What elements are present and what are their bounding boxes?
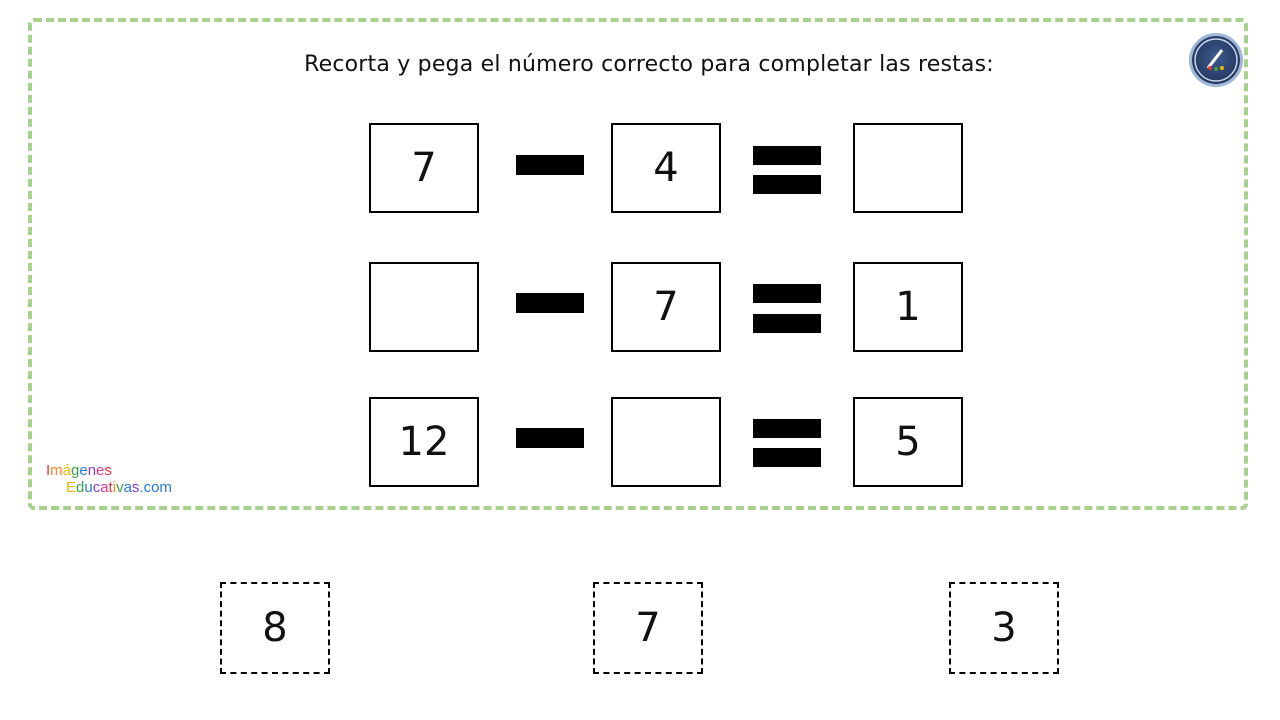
eq3-subtrahend-box[interactable] <box>611 397 721 487</box>
eq3-result-box: 5 <box>853 397 963 487</box>
cutout-number-piece[interactable]: 3 <box>949 582 1059 674</box>
cutout-number-piece[interactable]: 7 <box>593 582 703 674</box>
brand-line-1: Imágenes <box>46 462 112 479</box>
eq1-subtrahend-box: 4 <box>611 123 721 213</box>
eq1-equals-bottom-bar <box>753 175 821 194</box>
eq2-minus-sign <box>516 293 584 313</box>
cutout-number-piece[interactable]: 8 <box>220 582 330 674</box>
eq2-equals-top-bar <box>753 284 821 303</box>
eq3-minuend-box: 12 <box>369 397 479 487</box>
eq2-subtrahend-box: 7 <box>611 262 721 352</box>
eq1-minuend-box: 7 <box>369 123 479 213</box>
brand-logo <box>46 462 172 496</box>
instruction-text: Recorta y pega el número correcto para completar las restas: <box>304 52 994 77</box>
logo-badge-icon <box>1192 36 1240 84</box>
eq3-equals-bottom-bar <box>753 448 821 467</box>
eq2-equals-bottom-bar <box>753 314 821 333</box>
eq2-minuend-box[interactable] <box>369 262 479 352</box>
eq3-minus-sign <box>516 428 584 448</box>
eq2-result-box: 1 <box>853 262 963 352</box>
eq1-equals-top-bar <box>753 146 821 165</box>
eq3-equals-top-bar <box>753 419 821 438</box>
eq1-result-box[interactable] <box>853 123 963 213</box>
brand-line-2: Educativas.com <box>66 479 172 496</box>
eq1-minus-sign <box>516 155 584 175</box>
